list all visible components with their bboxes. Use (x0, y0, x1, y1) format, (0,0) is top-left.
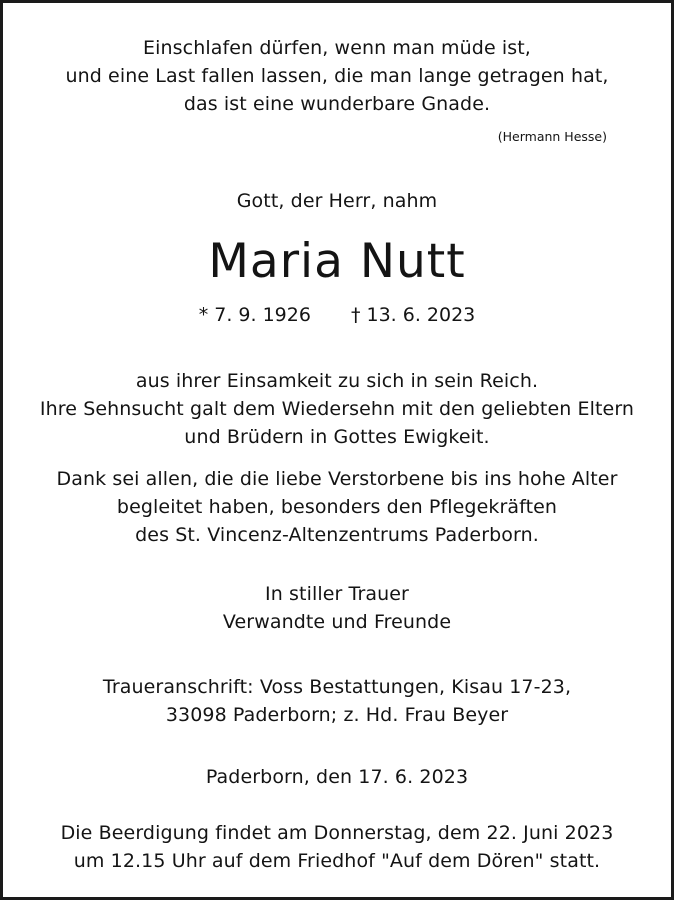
funeral-line-1: Die Beerdigung findet am Donnerstag, dem 22. Juni 2023 (60, 822, 614, 844)
place-date: Paderborn, den 17. 6. 2023 (205, 766, 469, 788)
address-line-2: 33098 Paderborn; z. Hd. Frau Beyer (165, 704, 509, 726)
quote-line-1: Einschlafen dürfen, wenn man müde ist, (143, 37, 531, 59)
quote-line-2: und eine Last fallen lassen, die man lange getragen hat, (65, 65, 609, 87)
message-line-3: und Brüdern in Gottes Ewigkeit. (184, 426, 490, 448)
thanks-line-1: Dank sei allen, die die liebe Verstorbene bis ins hohe Alter (56, 468, 618, 490)
mourners-line-1: In stiller Trauer (265, 583, 409, 605)
quote-author: (Hermann Hesse) (497, 129, 607, 144)
funeral-line-2: um 12.15 Uhr auf dem Friedhof "Auf dem Dören" statt. (73, 850, 601, 872)
thanks-line-3: des St. Vincenz-Altenzentrums Paderborn. (135, 524, 539, 546)
intro-text: Gott, der Herr, nahm (236, 190, 438, 212)
life-dates (3, 301, 671, 329)
address-line-1: Traueranschrift: Voss Bestattungen, Kisau 17-23, (102, 676, 572, 698)
deceased-name: Maria Nutt (208, 234, 466, 289)
thanks-line-2: begleitet haben, besonders den Pflegekräften (116, 496, 558, 518)
birth-date: * 7. 9. 1926 (198, 304, 311, 326)
message-line-2: Ihre Sehnsucht galt dem Wiedersehn mit den geliebten Eltern (39, 398, 635, 420)
mourners-line-2: Verwandte und Freunde (222, 611, 452, 633)
quote-line-3: das ist eine wunderbare Gnade. (183, 93, 491, 115)
message-line-1: aus ihrer Einsamkeit zu sich in sein Reich. (135, 370, 539, 392)
death-date: † 13. 6. 2023 (350, 304, 476, 326)
